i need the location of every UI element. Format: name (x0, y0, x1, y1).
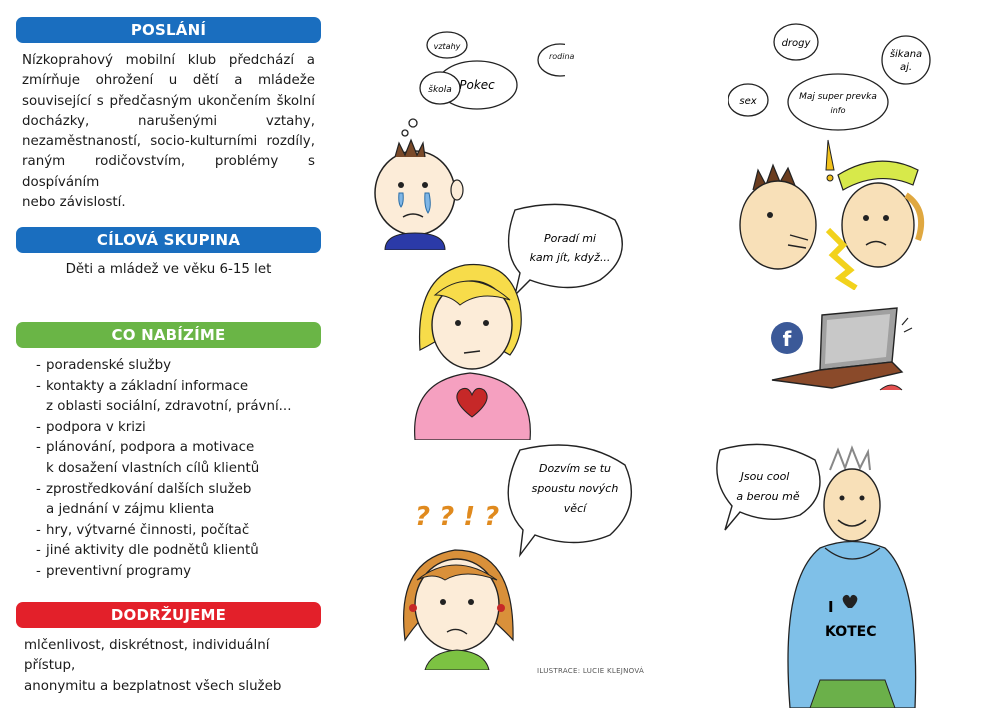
list-item: - preventivní programy (36, 563, 192, 579)
poslani-line: související s předčasným ukončením školní (22, 93, 315, 109)
poslani-line: nebo závislostí. (22, 195, 126, 211)
offer-list (36, 356, 326, 583)
thought-small-text: vztahy (433, 42, 461, 51)
offer-text: plánování, podpora a motivace (46, 440, 255, 456)
offer-text: jiné aktivity dle podnětů klientů (46, 543, 259, 559)
laptop-illustration (752, 300, 922, 410)
thought-small-text: sex (739, 96, 757, 107)
dodrzujeme-line: anonymitu a bezplatnost všech služeb (24, 678, 282, 694)
offer-text: hry, výtvarné činnosti, počítač (46, 522, 250, 538)
dodrzujeme-line: mlčenlivost, diskrétnost, individuální přístup, (24, 638, 270, 674)
poslani-line: zmírňuje ohrožení u dětí a mládeže (22, 73, 315, 89)
question-marks: ? ? ! ? (415, 502, 500, 532)
offer-text: zprostředkování dalších služeb (46, 481, 252, 497)
thought-small-text: drogy (781, 38, 811, 49)
speech-text: Dozvím se tu (538, 462, 612, 475)
hoodie-text: I (828, 598, 834, 616)
offer-text: podpora v krizi (46, 419, 146, 435)
exclamation-icon (826, 140, 834, 170)
info-column (0, 0, 340, 708)
blonde-girl-illustration (410, 195, 640, 440)
two-boys-illustration (728, 20, 938, 290)
offer-text-cont: a jednání v zájmu klienta (46, 502, 215, 518)
list-item: - plánování, podpora a motivace k dosažení vlastních cílů klientů (36, 438, 326, 479)
list-item: - kontakty a základní informace z oblasti sociální, zdravotní, právní... (36, 377, 326, 418)
thought-small-text: rodina (549, 52, 575, 61)
dodrzujeme-text (24, 636, 324, 697)
speech-bubble (717, 444, 820, 530)
thought-main-text: Maj super prevka (799, 92, 877, 102)
list-item: - poradenské služby (36, 358, 172, 373)
list-item: - zprostředkování dalších služeb a jednání v zájmu klienta (36, 480, 326, 521)
section-header-dodrzujeme: DODRŽUJEME (16, 602, 321, 628)
poslani-line: raným rodičovstvím, problémy s dospíváním (22, 154, 315, 190)
speech-text: kam jít, když... (529, 251, 611, 264)
offer-text: poradenské služby (46, 358, 172, 373)
thought-main-text: Pokec (459, 78, 495, 92)
list-item: - jiné aktivity dle podnětů klientů (36, 543, 259, 559)
poslani-line: docházky, narušenými vztahy, (22, 113, 315, 129)
poslani-line: nezaměstnaností, socio-kulturními rozdíly, (22, 134, 315, 150)
kotec-teen-illustration (710, 440, 925, 708)
mouse-icon (880, 385, 902, 390)
illustration-credit: ILUSTRACE: LUCIE KLEJNOVÁ (537, 667, 645, 675)
speech-text: Jsou cool (740, 470, 790, 483)
thought-small-text: škola (428, 85, 452, 95)
offer-text-cont: k dosažení vlastních cílů klientů (46, 460, 260, 476)
offer-text: preventivní programy (46, 563, 192, 579)
facebook-letter: f (782, 327, 792, 351)
confused-girl-illustration (385, 440, 645, 670)
cilova-skupina-text: Děti a mládež ve věku 6-15 let (65, 262, 272, 277)
section-header-cilova-skupina: CÍLOVÁ SKUPINA (16, 227, 321, 253)
section-header-co-nabizime: CO NABÍZÍME (16, 322, 321, 348)
thought-main-text: info (830, 106, 846, 115)
thought-bubble (882, 36, 930, 84)
speech-text: Poradí mi (544, 232, 596, 245)
offer-text: kontakty a základní informace (46, 378, 249, 394)
thought-bubble-main (788, 74, 888, 130)
speech-text: spoustu nových (531, 482, 619, 495)
thought-small-text: šikana (889, 49, 923, 60)
list-item: - podpora v krizi (36, 419, 146, 435)
hoodie-text: KOTEC (825, 624, 877, 640)
offer-text-cont: z oblasti sociální, zdravotní, právní... (46, 399, 292, 415)
poslani-text (22, 51, 315, 213)
section-header-poslani: POSLÁNÍ (16, 17, 321, 43)
speech-text: věcí (563, 502, 587, 515)
speech-text: a berou mě (736, 490, 800, 503)
list-item: - hry, výtvarné činnosti, počítač (36, 522, 250, 538)
thought-small-text: aj. (899, 62, 913, 73)
speech-bubble (509, 204, 623, 295)
poslani-line: Nízkoprahový mobilní klub předchází a (22, 53, 315, 68)
